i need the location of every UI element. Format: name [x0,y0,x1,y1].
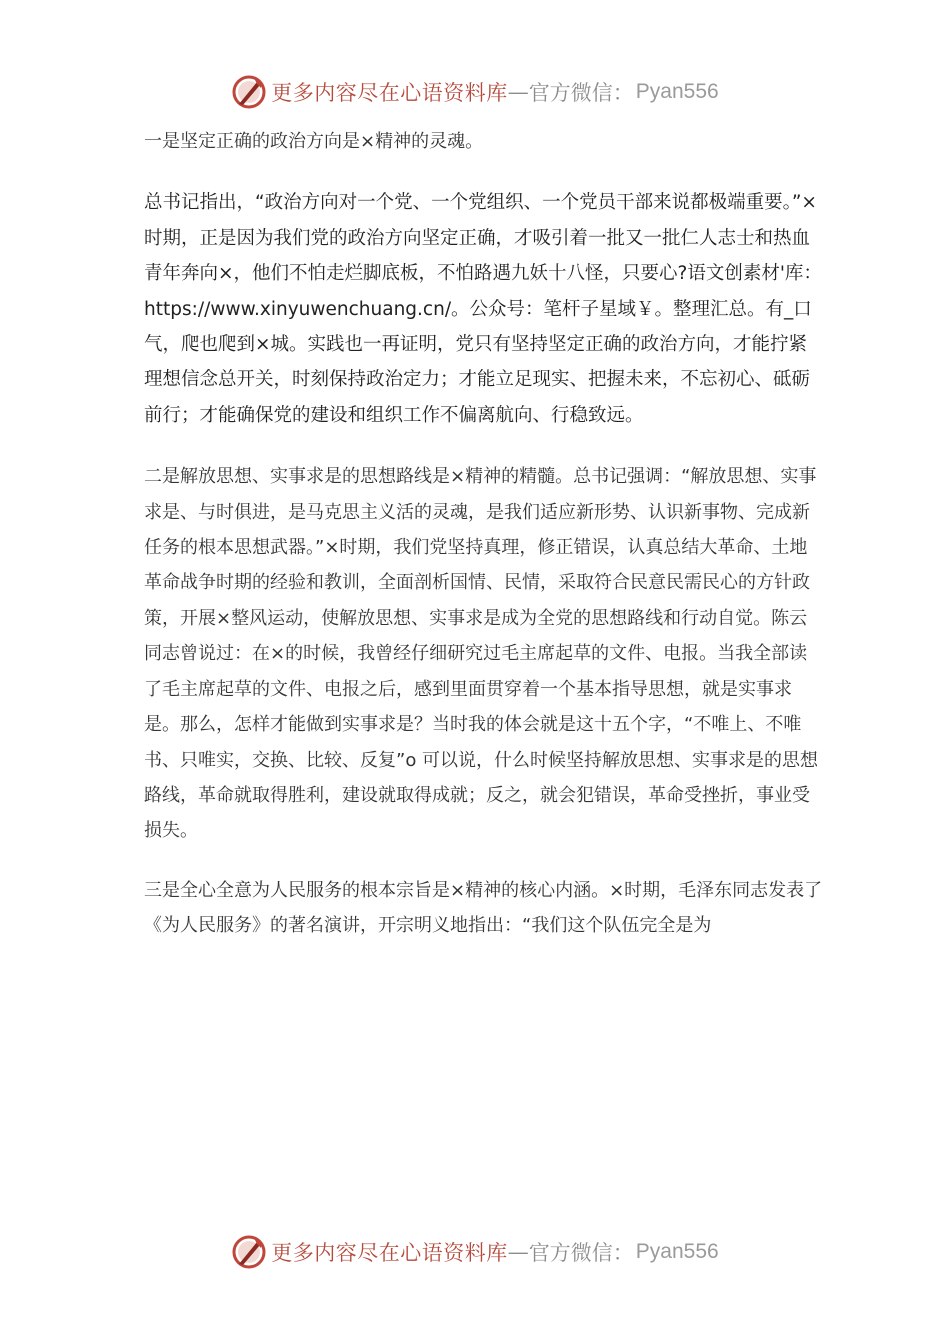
footer-banner [0,1230,950,1274]
banner-wechat-id: Pyan556 [635,1240,719,1263]
quill-logo-icon [231,1234,267,1270]
banner-brand-text: 更多内容尽在心语资料库 [271,1241,508,1265]
banner-brand-text: 更多内容尽在心语资料库 [271,81,508,105]
banner-dash: — [507,80,529,104]
paragraph-4: 三是全心全意为人民服务的根本宗旨是×精神的核心内涵。×时期，毛泽东同志发表了《为人民服务》的著名演讲，开宗明义地指出：“我们这个队伍完全是为 [144,879,823,937]
quill-logo-icon [231,74,267,110]
banner-wechat-id: Pyan556 [635,80,719,103]
paragraph-2: 总书记指出，“政治方向对一个党、一个党组织、一个党员干部来说都极端重要。”×时期，正是因为我们党的政治方向坚定正确，才吸引着一批又一批仁人志士和热血青年奔向×，他们不怕走烂脚底板，不怕路遇九妖十八怪，只要心?语文创素材'库：https://www.xinyuwenchuang.cn/。公众号：笔杆子星域￥。整理汇总。有_口气，爬也爬到×城。实践也一再证明，党只有坚持坚定正确的政治方向，才能拧紧理想信念总开关，时刻保持政治定力；才能立足现实、把握未来，不忘初心、砥砺前行；才能确保党的建设和组织工作不偏离航向、行稳致远。 [144,192,822,426]
document-body [144,124,824,944]
paragraph-3: 二是解放思想、实事求是的思想路线是×精神的精髓。总书记强调：“解放思想、实事求是、与时俱进，是马克思主义活的灵魂，是我们适应新形势、认识新事物、完成新任务的根本思想武器。”×时期，我们党坚持真理，修正错误，认真总结大革命、土地革命战争时期的经验和教训，全面剖析国情、民情，采取符合民意民需民心的方针政策，开展×整风运动，使解放思想、实事求是成为全党的思想路线和行动自觉。陈云同志曾说过：在×的时候，我曾经仔细研究过毛主席起草的文件、电报。当我全部读了毛主席起草的文件、电报之后，感到里面贯穿着一个基本指导思想，就是实事求是。那么，怎样才能做到实事求是？当时我的体会就是这十五个字，“不唯上、不唯书、只唯实，交换、比较、反复”o 可以说，什么时候坚持解放思想、实事求是的思想路线，革命就取得胜利，建设就取得成就；反之，就会犯错误，革命受挫折，事业受损失。 [144,466,819,842]
paragraph-1: 一是坚定正确的政治方向是×精神的灵魂。 [144,131,484,152]
header-banner [0,70,950,114]
banner-official-label: 官方微信： [528,1241,634,1265]
banner-official-label: 官方微信： [528,81,634,105]
banner-dash: — [507,1240,529,1264]
